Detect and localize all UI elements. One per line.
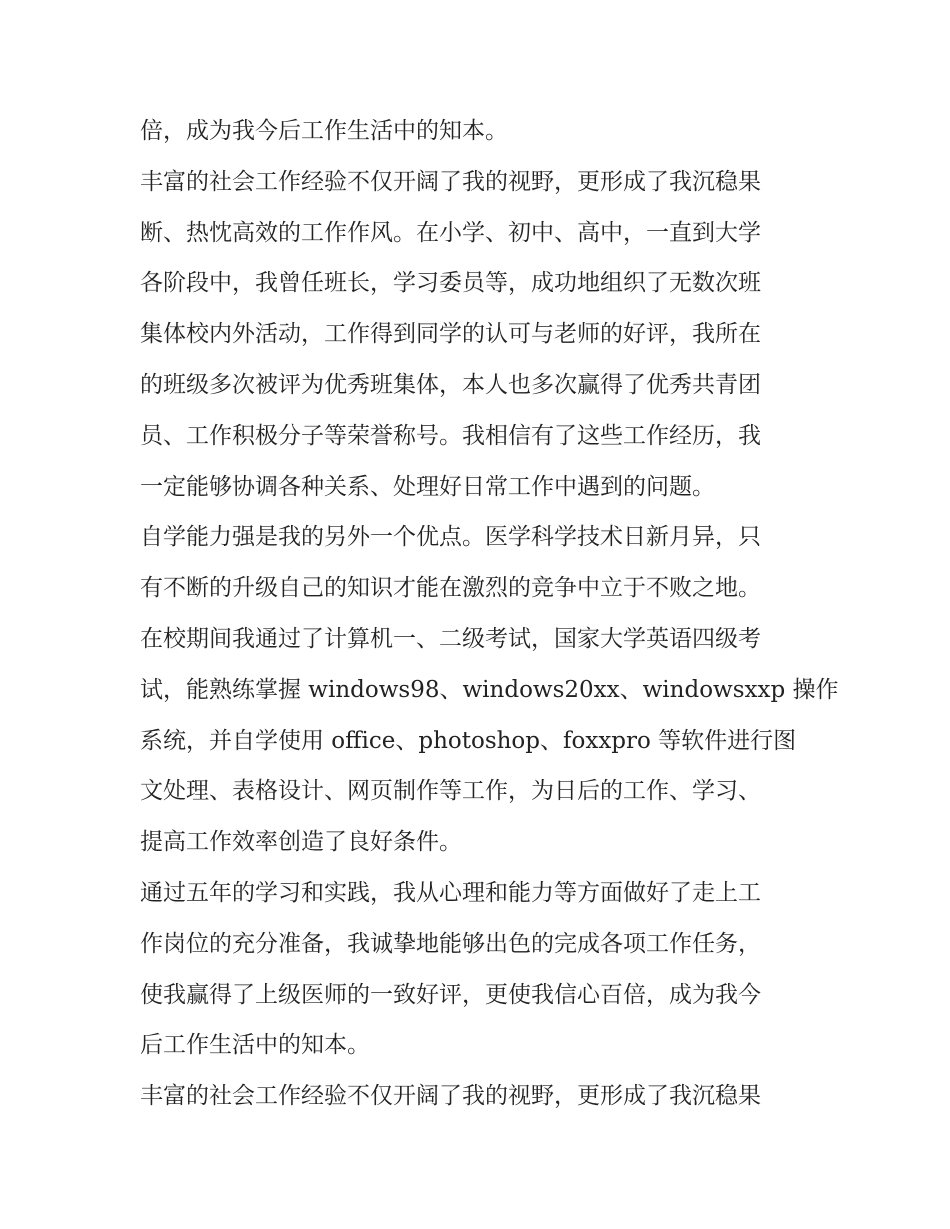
text-line: 一定能够协调各种关系、处理好日常工作中遇到的问题。 — [140, 473, 715, 500]
text-line: 后工作生活中的知本。 — [140, 1032, 370, 1059]
text-line: 试，能熟练掌握 windows98、windows20xx、windowsxxp 操作 — [140, 676, 839, 703]
text-line: 有不断的升级自己的知识才能在激烈的竞争中立于不败之地。 — [140, 575, 761, 602]
text-line: 的班级多次被评为优秀班集体，本人也多次赢得了优秀共青团 — [140, 371, 761, 398]
text-line: 提高工作效率创造了良好条件。 — [140, 829, 462, 856]
text-line: 丰富的社会工作经验不仅开阔了我的视野，更形成了我沉稳果 — [140, 1083, 761, 1110]
text-line: 系统，并自学使用 office、photoshop、foxxpro 等软件进行图 — [140, 727, 797, 754]
text-line: 各阶段中，我曾任班长，学习委员等，成功地组织了无数次班 — [140, 270, 761, 297]
text-line: 集体校内外活动，工作得到同学的认可与老师的好评，我所在 — [140, 321, 761, 348]
text-line: 断、热忱高效的工作作风。在小学、初中、高中，一直到大学 — [140, 219, 761, 246]
text-line: 作岗位的充分准备，我诚挚地能够出色的完成各项工作任务， — [140, 930, 761, 957]
text-line: 自学能力强是我的另外一个优点。医学科学技术日新月异，只 — [140, 524, 761, 551]
text-line: 文处理、表格设计、网页制作等工作，为日后的工作、学习、 — [140, 778, 761, 805]
text-line: 通过五年的学习和实践，我从心理和能力等方面做好了走上工 — [140, 879, 761, 906]
text-line: 使我赢得了上级医师的一致好评，更使我信心百倍，成为我今 — [140, 981, 761, 1008]
text-line: 在校期间我通过了计算机一、二级考试，国家大学英语四级考 — [140, 625, 761, 652]
text-line: 员、工作积极分子等荣誉称号。我相信有了这些工作经历，我 — [140, 422, 761, 449]
text-line: 倍，成为我今后工作生活中的知本。 — [140, 118, 508, 144]
body-text — [140, 106, 839, 1122]
text-line: 丰富的社会工作经验不仅开阔了我的视野，更形成了我沉稳果 — [140, 168, 761, 195]
